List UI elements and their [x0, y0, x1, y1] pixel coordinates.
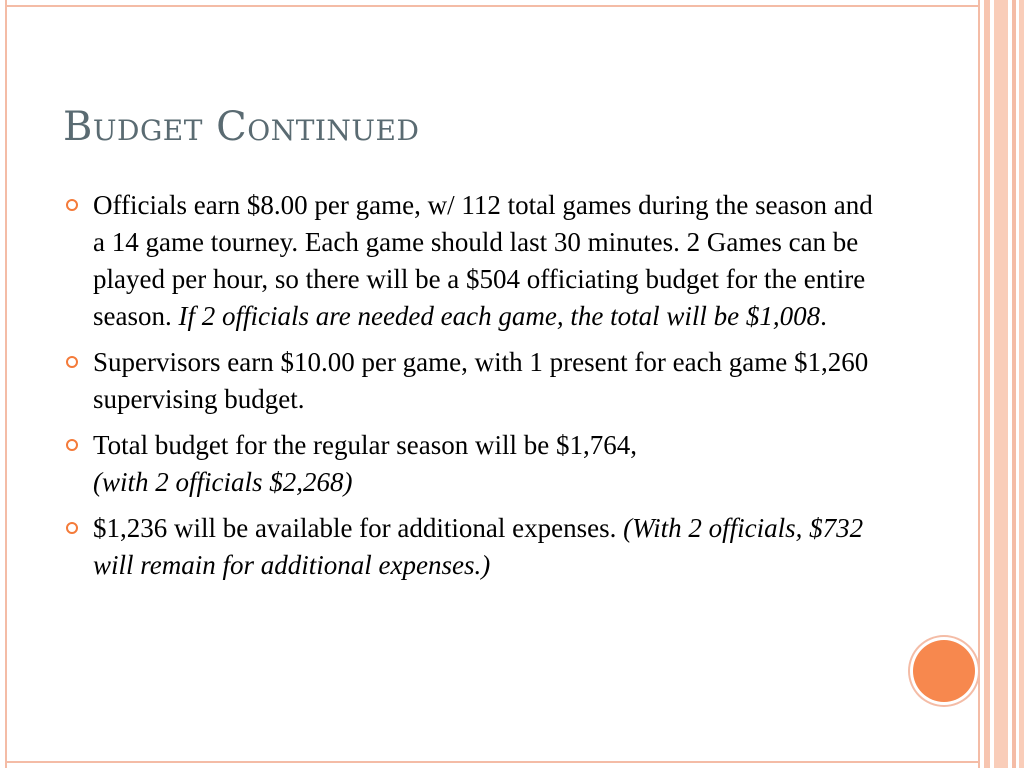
circle-bullet-icon	[66, 439, 78, 451]
bullet-item	[63, 510, 883, 584]
slide-title: Budget Continued	[63, 104, 420, 150]
decorative-circle-icon	[913, 640, 975, 702]
bullet-text: Total budget for the regular season will be $1,764,	[93, 430, 637, 460]
circle-bullet-icon	[66, 522, 78, 534]
right-stripe	[994, 0, 1008, 768]
bullet-text: Officials earn $8.00 per game, w/ 112 total games during the season and a 14 game tourney. Each game should last 30 minutes. 2 Games can be played per hour, so there will be a $504 officiating budget for the entire season.	[93, 190, 873, 331]
circle-bullet-icon	[66, 199, 78, 211]
frame-top-line	[5, 5, 980, 7]
right-stripe	[1012, 0, 1016, 768]
right-stripe	[1019, 0, 1024, 768]
bullet-italic-text: (With 2 officials, $732 will remain for additional expenses.)	[93, 513, 864, 580]
bullet-text: $1,236 will be available for additional expenses.	[93, 513, 624, 543]
bullet-list	[63, 187, 883, 593]
frame-bottom-line	[5, 761, 980, 763]
bullet-item	[63, 344, 883, 418]
bullet-item	[63, 427, 883, 501]
bullet-text: Supervisors earn $10.00 per game, with 1 present for each game $1,260 supervising budget.	[93, 347, 869, 414]
right-stripe	[978, 0, 980, 768]
bullet-trailing-text: .	[820, 301, 827, 331]
right-stripe	[984, 0, 990, 768]
frame-left-line	[5, 0, 7, 768]
bullet-italic-text: (with 2 officials $2,268)	[93, 467, 353, 497]
circle-bullet-icon	[66, 356, 78, 368]
bullet-italic-text: If 2 officials are needed each game, the total will be $1,008	[178, 301, 821, 331]
bullet-item	[63, 187, 883, 335]
